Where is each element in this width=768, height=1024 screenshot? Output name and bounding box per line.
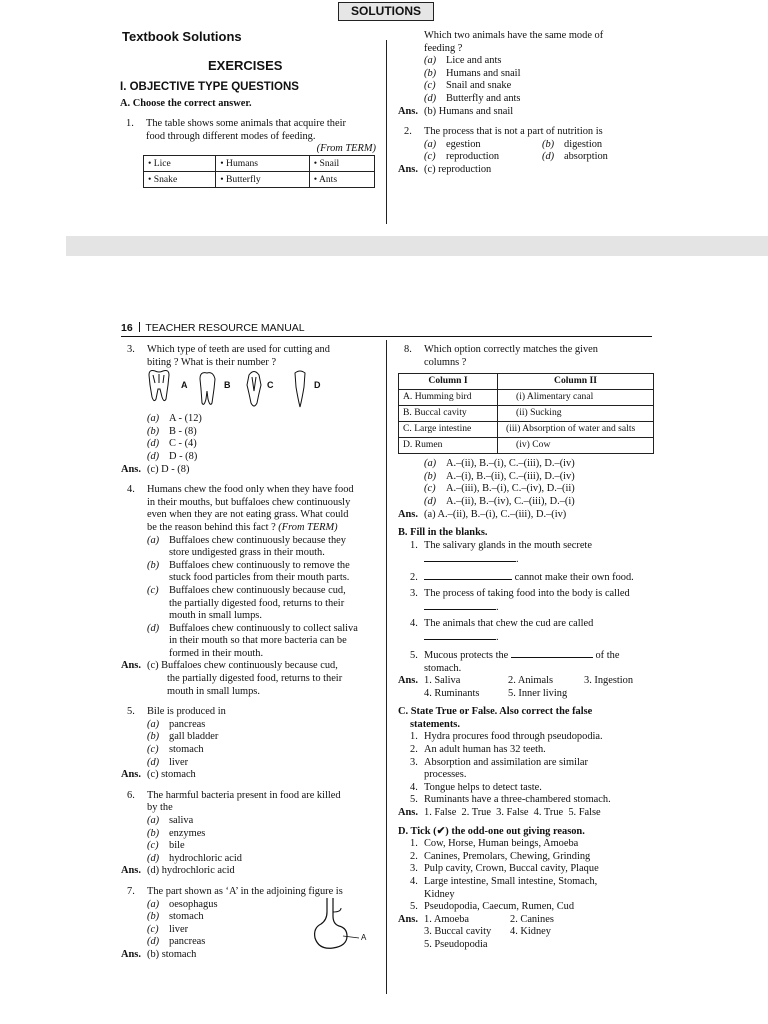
manual-title: TEACHER RESOURCE MANUAL: [145, 322, 305, 334]
option: (c) Buffaloes chew continuously because cud,: [147, 584, 346, 596]
table-cell: • Humans: [216, 156, 309, 172]
odd-item: 2. Canines, Premolars, Chewing, Grinding: [410, 850, 591, 862]
answer: Ans. 1. False 2. True 3. False 4. True 5. False: [398, 807, 601, 819]
option: (b) stomach: [147, 911, 204, 923]
teeth-figure: [145, 369, 379, 413]
stomach-figure: [307, 898, 367, 961]
table-row: [399, 406, 654, 422]
option-row: (c) reproduction (d) absorption: [424, 151, 608, 163]
answer: 3. Buccal cavity 4. Kidney: [424, 926, 551, 938]
answer: Ans. (c) D - (8): [121, 463, 190, 475]
answer: Ans. 1. Saliva 2. Animals 3. Ingestion: [398, 675, 634, 687]
option: (d) C - (4): [147, 438, 197, 450]
blank-item: 3. The process of taking food into the body is called: [410, 587, 630, 599]
column-divider: [386, 340, 387, 994]
option: (c) bile: [147, 840, 185, 852]
question-3-options: [121, 413, 379, 476]
statement: 5. Ruminants have a three-chambered stomach.: [410, 794, 611, 806]
animals-table: [143, 155, 375, 188]
table-header: Column I: [399, 374, 498, 390]
answer: 4. Ruminants 5. Inner living: [424, 687, 568, 699]
option: (a) saliva: [147, 815, 194, 826]
table-cell: (iii) Absorption of water and salts: [498, 422, 654, 438]
header-separator: [139, 322, 140, 332]
table-cell: A. Humming bird: [399, 390, 498, 406]
right-column: [398, 344, 656, 952]
option: (a) Lice and ants: [424, 55, 502, 67]
stomach-diagram: [307, 898, 367, 956]
choose-answer-heading: A. Choose the correct answer.: [120, 98, 252, 109]
answer: Ans. 1. Amoeba 2. Canines: [398, 913, 554, 925]
table-row: [399, 390, 654, 406]
section-heading: B. Fill in the blanks.: [398, 527, 488, 539]
statement: 2. An adult human has 32 teeth.: [410, 744, 546, 756]
option: (b) gall bladder: [147, 731, 219, 743]
question-text: Which two animals have the same mode of: [424, 30, 604, 41]
option: (c) A.–(iii), B.–(i), C.–(iv), D.–(ii): [424, 483, 575, 495]
table-cell: • Ants: [309, 172, 374, 188]
table-header: Column II: [498, 374, 654, 390]
option: (d) hydrochloric acid: [147, 852, 242, 864]
answer: Ans. (c) reproduction: [398, 163, 492, 175]
option: (c) Snail and snake: [424, 80, 512, 92]
blank-line: .: [398, 630, 656, 645]
table-cell: (ii) Sucking: [498, 406, 654, 422]
table-row: [144, 172, 375, 188]
table-cell: C. Large intestine: [399, 422, 498, 438]
blank-item: 2. cannot make their own food.: [410, 571, 634, 583]
solutions-banner: SOLUTIONS: [338, 2, 434, 21]
table-row: [144, 156, 375, 172]
answer: Ans. (d) hydrochloric acid: [121, 865, 235, 877]
option: (b) B - (8): [147, 425, 197, 437]
question-8-options: [398, 458, 656, 521]
question-8: 8. Which option correctly matches the given columns ?: [404, 344, 598, 368]
option: (d) pancreas: [147, 936, 206, 948]
answer: Ans. (b) stomach: [121, 948, 197, 960]
table-row: [399, 422, 654, 438]
odd-item: 4. Large intestine, Small intestine, Stomach,: [410, 876, 598, 887]
statement: 1. Hydra procures food through pseudopodia.: [410, 731, 603, 743]
answer: Ans. (c) Buffaloes chew continuously because cud,: [121, 660, 338, 672]
option: (c) liver: [147, 923, 189, 935]
option: (d) Butterfly and ants: [424, 92, 521, 104]
option: (b) Humans and snail: [424, 67, 521, 79]
blank-line: .: [398, 600, 656, 615]
question-4: 4. Humans chew the food only when they have food in their mouths, but buffaloes chew continuously even when they are not eating grass. What could be the reason behind this fact ? (From TERM) (a) Buffaloes chew continuously because they store undigested grass in their mouth. (b) Buffaloes chew continuously to remove the stuck food particles from their mouth parts. (c) Buffaloes chew continuously because cud, the partially digested food, returns to their mouth in small lumps. (d) Buffaloes chew continuously to collect saliva in their mouth so that more bacteria can be formed in their mouth. Ans. (c) Buffaloes chew continuously because cud, the partially digested food, returns to their mouth in small lumps.: [121, 484, 379, 698]
question-5: 5. Bile is produced in (a) pancreas (b) gall bladder (c) stomach (d) liver Ans. (c) stomach: [121, 706, 379, 782]
question-6: 6. The harmful bacteria present in food are killed by the (a) saliva (b) enzymes (c) bile (d) hydrochloric acid Ans. (d) hydrochloric acid: [121, 790, 379, 878]
section-heading: D. Tick (✔) the odd-one out giving reason.: [398, 825, 585, 837]
answer: 5. Pseudopodia: [424, 938, 488, 950]
column-divider-top: [386, 40, 387, 224]
matching-table: [398, 373, 654, 454]
statement: 4. Tongue helps to detect taste.: [410, 781, 542, 793]
blank-item: 4. The animals that chew the cud are called: [410, 617, 594, 629]
blank-item: 5. Mucous protects the of the: [410, 649, 620, 661]
option: (a) A.–(ii), B.–(i), C.–(iii), D.–(iv): [424, 458, 575, 470]
question-7: 7. The part shown as ‘A’ in the adjoining figure is (a) oesophagus (b) stomach (c) liver (d) pancreas Ans. (b) stomach A: [121, 886, 379, 962]
exercises-heading: EXERCISES: [208, 58, 283, 73]
figure-label-d: D: [314, 380, 321, 391]
table-cell: D. Rumen: [399, 438, 498, 454]
answer: Ans. (a) A.–(ii), B.–(i), C.–(iii), D.–(iv): [398, 508, 567, 520]
question-2: 2. The process that is not a part of nutrition is: [404, 126, 603, 138]
page-number: 16: [121, 322, 133, 334]
source-note: (From TERM): [316, 143, 376, 155]
table-cell: • Snail: [309, 156, 374, 172]
figure-label-b: B: [224, 380, 231, 391]
answer: Ans. (c) stomach: [121, 769, 196, 781]
molar-icon: [149, 371, 169, 401]
header-rule: [121, 336, 652, 337]
odd-item: 3. Pulp cavity, Crown, Buccal cavity, Plaque: [410, 863, 599, 875]
canine-icon: [247, 372, 261, 407]
option: (b) Buffaloes chew continuously to remove the: [147, 559, 350, 571]
section-heading: C. State True or False. Also correct the false: [398, 706, 593, 718]
figure-label-a: A: [181, 380, 188, 391]
fill-in-blanks-section: B. Fill in the blanks. 1. The salivary glands in the mouth secrete . 2. cannot make their own food. 3. The process of taking food into the body is called . 4. The animals that chew the cud are called . 5. Mucous protects the of the stomach. Ans. 1. Saliva 2. Animals 3. Ingestion 4. Ruminants 5. Inner living: [398, 527, 656, 700]
option: (d) A.–(ii), B.–(iv), C.–(iii), D.–(i): [424, 495, 575, 507]
page-header: [121, 322, 305, 334]
option: (d) liver: [147, 756, 189, 768]
question-text: The table shows some animals that acquire their: [146, 118, 346, 129]
option: (b) enzymes: [147, 827, 206, 839]
figure-label-a: A: [361, 932, 367, 942]
option-row: (a) egestion (b) digestion: [424, 138, 603, 150]
option: (d) D - (8): [147, 450, 198, 462]
question-text: food through different modes of feeding.: [146, 130, 316, 142]
option: (b) A.–(i), B.–(ii), C.–(iii), D.–(iv): [424, 470, 575, 482]
table-cell: • Snake: [144, 172, 216, 188]
odd-item: 5. Pseudopodia, Caecum, Rumen, Cud: [410, 901, 575, 913]
table-cell: (iv) Cow: [498, 438, 654, 454]
option: (d) Buffaloes chew continuously to collect saliva: [147, 622, 358, 634]
premolar-icon: [200, 373, 215, 405]
option: (a) Buffaloes chew continuously because they: [147, 534, 346, 546]
table-cell: • Butterfly: [216, 172, 309, 188]
true-false-section: C. State True or False. Also correct the false statements. 1. Hydra procures food through pseudopodia. 2. An adult human has 32 teeth. 3. Absorption and assimilation are similar processes. 4. Tongue helps to detect taste. 5. Ruminants have a three-chambered stomach. Ans. 1. False 2. True 3. False 4. True 5. False: [398, 706, 656, 819]
table-cell: B. Buccal cavity: [399, 406, 498, 422]
question-1-continued: [398, 30, 658, 177]
figure-label-c: C: [267, 380, 274, 391]
question-text: feeding ?: [424, 42, 463, 54]
blank-item: 1. The salivary glands in the mouth secrete: [410, 539, 592, 551]
objective-questions-heading: I. OBJECTIVE TYPE QUESTIONS: [120, 81, 299, 93]
question-3: 3. Which type of teeth are used for cutting and biting ? What is their number ?: [127, 344, 330, 368]
option: (a) pancreas: [147, 718, 206, 730]
option: (a) A - (12): [147, 413, 202, 425]
option: (a) oesophagus: [147, 898, 218, 910]
page-divider-band: [66, 236, 768, 256]
table-cell: • Lice: [144, 156, 216, 172]
question-number: 1.: [126, 118, 134, 129]
blank-line: .: [398, 552, 656, 567]
odd-item: 1. Cow, Horse, Human beings, Amoeba: [410, 838, 579, 850]
statement: 3. Absorption and assimilation are similar: [410, 756, 588, 768]
odd-one-out-section: D. Tick (✔) the odd-one out giving reason. 1. Cow, Horse, Human beings, Amoeba 2. Canines, Premolars, Chewing, Grinding 3. Pulp cavity, Crown, Buccal cavity, Plaque 4. Large intestine, Small intestine, Stomach, Kidney 5. Pseudopodia, Caecum, Rumen, Cud Ans. 1. Amoeba 2. Canines 3. Buccal cavity 4. Kidney 5. Pseudopodia: [398, 826, 656, 952]
incisor-icon: [295, 371, 305, 407]
stomach-icon: [315, 898, 347, 948]
teeth-diagram: [145, 369, 335, 413]
table-row: [399, 438, 654, 454]
table-header-row: [399, 374, 654, 390]
question-1: [126, 118, 376, 156]
left-column: [121, 344, 379, 962]
option: (c) stomach: [147, 744, 204, 756]
answer: Ans. (b) Humans and snail: [398, 105, 514, 117]
table-cell: (i) Alimentary canal: [498, 390, 654, 406]
textbook-solutions-title: Textbook Solutions: [122, 29, 242, 44]
